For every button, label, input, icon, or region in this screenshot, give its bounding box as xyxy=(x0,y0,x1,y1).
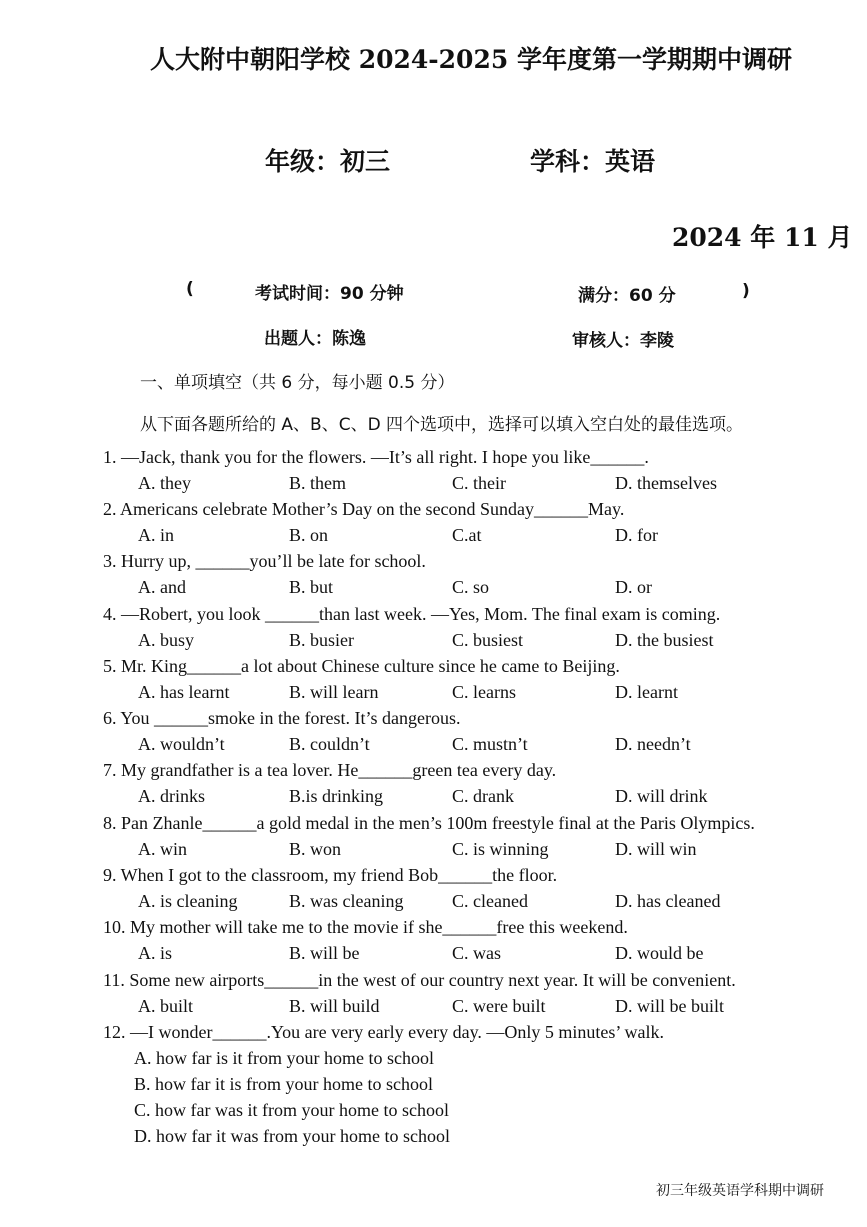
section-instruction: 从下面各题所给的 A、B、C、D 四个选项中，选择可以填入空白处的最佳选项。 xyxy=(140,415,744,435)
exam-date: 2024 年 11 月 xyxy=(672,223,853,252)
page-footer: 初三年级英语学科期中调研 xyxy=(656,1183,824,1199)
exam-time: 考试时间：90 分钟 xyxy=(255,284,404,304)
option-5-b: B. will learn xyxy=(289,682,379,702)
option-8-a: A. win xyxy=(138,839,187,859)
option-9-a: A. is cleaning xyxy=(138,891,238,911)
option-7-c: C. drank xyxy=(452,786,514,806)
option-8-c: C. is winning xyxy=(452,839,549,859)
option-3-d: D. or xyxy=(615,577,652,597)
option-6-a: A. wouldn’t xyxy=(138,734,225,754)
question-9: 9. When I got to the classroom, my friend Bob______the floor. xyxy=(103,865,558,885)
reviewer: 审核人：李陵 xyxy=(572,331,674,351)
page-title: 人大附中朝阳学校 2024-2025 学年度第一学期期中调研 xyxy=(150,45,792,74)
option-3-b: B. but xyxy=(289,577,334,597)
question-7: 7. My grandfather is a tea lover. He______green tea every day. xyxy=(103,760,557,780)
option-12-b: B. how far it is from your home to school xyxy=(134,1074,433,1094)
option-6-b: B. couldn’t xyxy=(289,734,370,754)
option-10-a: A. is xyxy=(138,943,173,963)
paren-open: ( xyxy=(186,279,194,299)
question-10: 10. My mother will take me to the movie if she______free this weekend. xyxy=(103,917,628,937)
full-score: 满分：60 分 xyxy=(578,286,676,306)
option-4-b: B. busier xyxy=(289,630,354,650)
option-8-b: B. won xyxy=(289,839,342,859)
option-10-c: C. was xyxy=(452,943,501,963)
question-6: 6. You ______smoke in the forest. It’s dangerous. xyxy=(103,708,461,728)
option-1-a: A. they xyxy=(138,473,191,493)
option-10-d: D. would be xyxy=(615,943,704,963)
question-4: 4. —Robert, you look ______than last week. —Yes, Mom. The final exam is coming. xyxy=(103,604,721,624)
option-12-a: A. how far is it from your home to school xyxy=(134,1048,434,1068)
option-12-c: C. how far was it from your home to school xyxy=(134,1100,449,1120)
option-10-b: B. will be xyxy=(289,943,360,963)
option-5-a: A. has learnt xyxy=(138,682,230,702)
option-7-a: A. drinks xyxy=(138,786,205,806)
question-12: 12. —I wonder______.You are very early every day. —Only 5 minutes’ walk. xyxy=(103,1022,665,1042)
paren-close: ) xyxy=(742,281,750,301)
option-1-c: C. their xyxy=(452,473,506,493)
question-11: 11. Some new airports______in the west of our country next year. It will be convenient. xyxy=(103,970,736,990)
option-5-c: C. learns xyxy=(452,682,516,702)
option-4-a: A. busy xyxy=(138,630,195,650)
option-2-d: D. for xyxy=(615,525,658,545)
option-12-d: D. how far it was from your home to school xyxy=(134,1126,450,1146)
author: 出题人：陈逸 xyxy=(264,329,366,349)
option-4-d: D. the busiest xyxy=(615,630,714,650)
option-11-c: C. were built xyxy=(452,996,546,1016)
option-6-d: D. needn’t xyxy=(615,734,691,754)
option-4-c: C. busiest xyxy=(452,630,524,650)
option-9-b: B. was cleaning xyxy=(289,891,404,911)
option-2-a: A. in xyxy=(138,525,174,545)
question-1: 1. —Jack, thank you for the flowers. —It’s all right. I hope you like______. xyxy=(103,447,649,467)
option-3-c: C. so xyxy=(452,577,490,597)
subject-label: 学科：英语 xyxy=(530,147,656,176)
option-1-b: B. them xyxy=(289,473,346,493)
option-11-d: D. will be built xyxy=(615,996,724,1016)
option-2-b: B. on xyxy=(289,525,329,545)
question-2: 2. Americans celebrate Mother’s Day on the second Sunday______May. xyxy=(103,499,625,519)
question-8: 8. Pan Zhanle______a gold medal in the men’s 100m freestyle final at the Paris Olympics. xyxy=(103,813,755,833)
grade-label: 年级：初三 xyxy=(265,147,391,176)
option-3-a: A. and xyxy=(138,577,186,597)
option-9-d: D. has cleaned xyxy=(615,891,721,911)
option-2-c: C.at xyxy=(452,525,482,545)
option-5-d: D. learnt xyxy=(615,682,678,702)
option-7-d: D. will drink xyxy=(615,786,708,806)
option-11-b: B. will build xyxy=(289,996,380,1016)
option-1-d: D. themselves xyxy=(615,473,717,493)
option-11-a: A. built xyxy=(138,996,194,1016)
option-6-c: C. mustn’t xyxy=(452,734,528,754)
option-7-b: B.is drinking xyxy=(289,786,384,806)
question-5: 5. Mr. King______a lot about Chinese culture since he came to Beijing. xyxy=(103,656,620,676)
option-8-d: D. will win xyxy=(615,839,697,859)
question-3: 3. Hurry up, ______you’ll be late for school. xyxy=(103,551,426,571)
option-9-c: C. cleaned xyxy=(452,891,528,911)
section-heading: 一、单项填空（共 6 分，每小题 0.5 分） xyxy=(140,373,455,393)
